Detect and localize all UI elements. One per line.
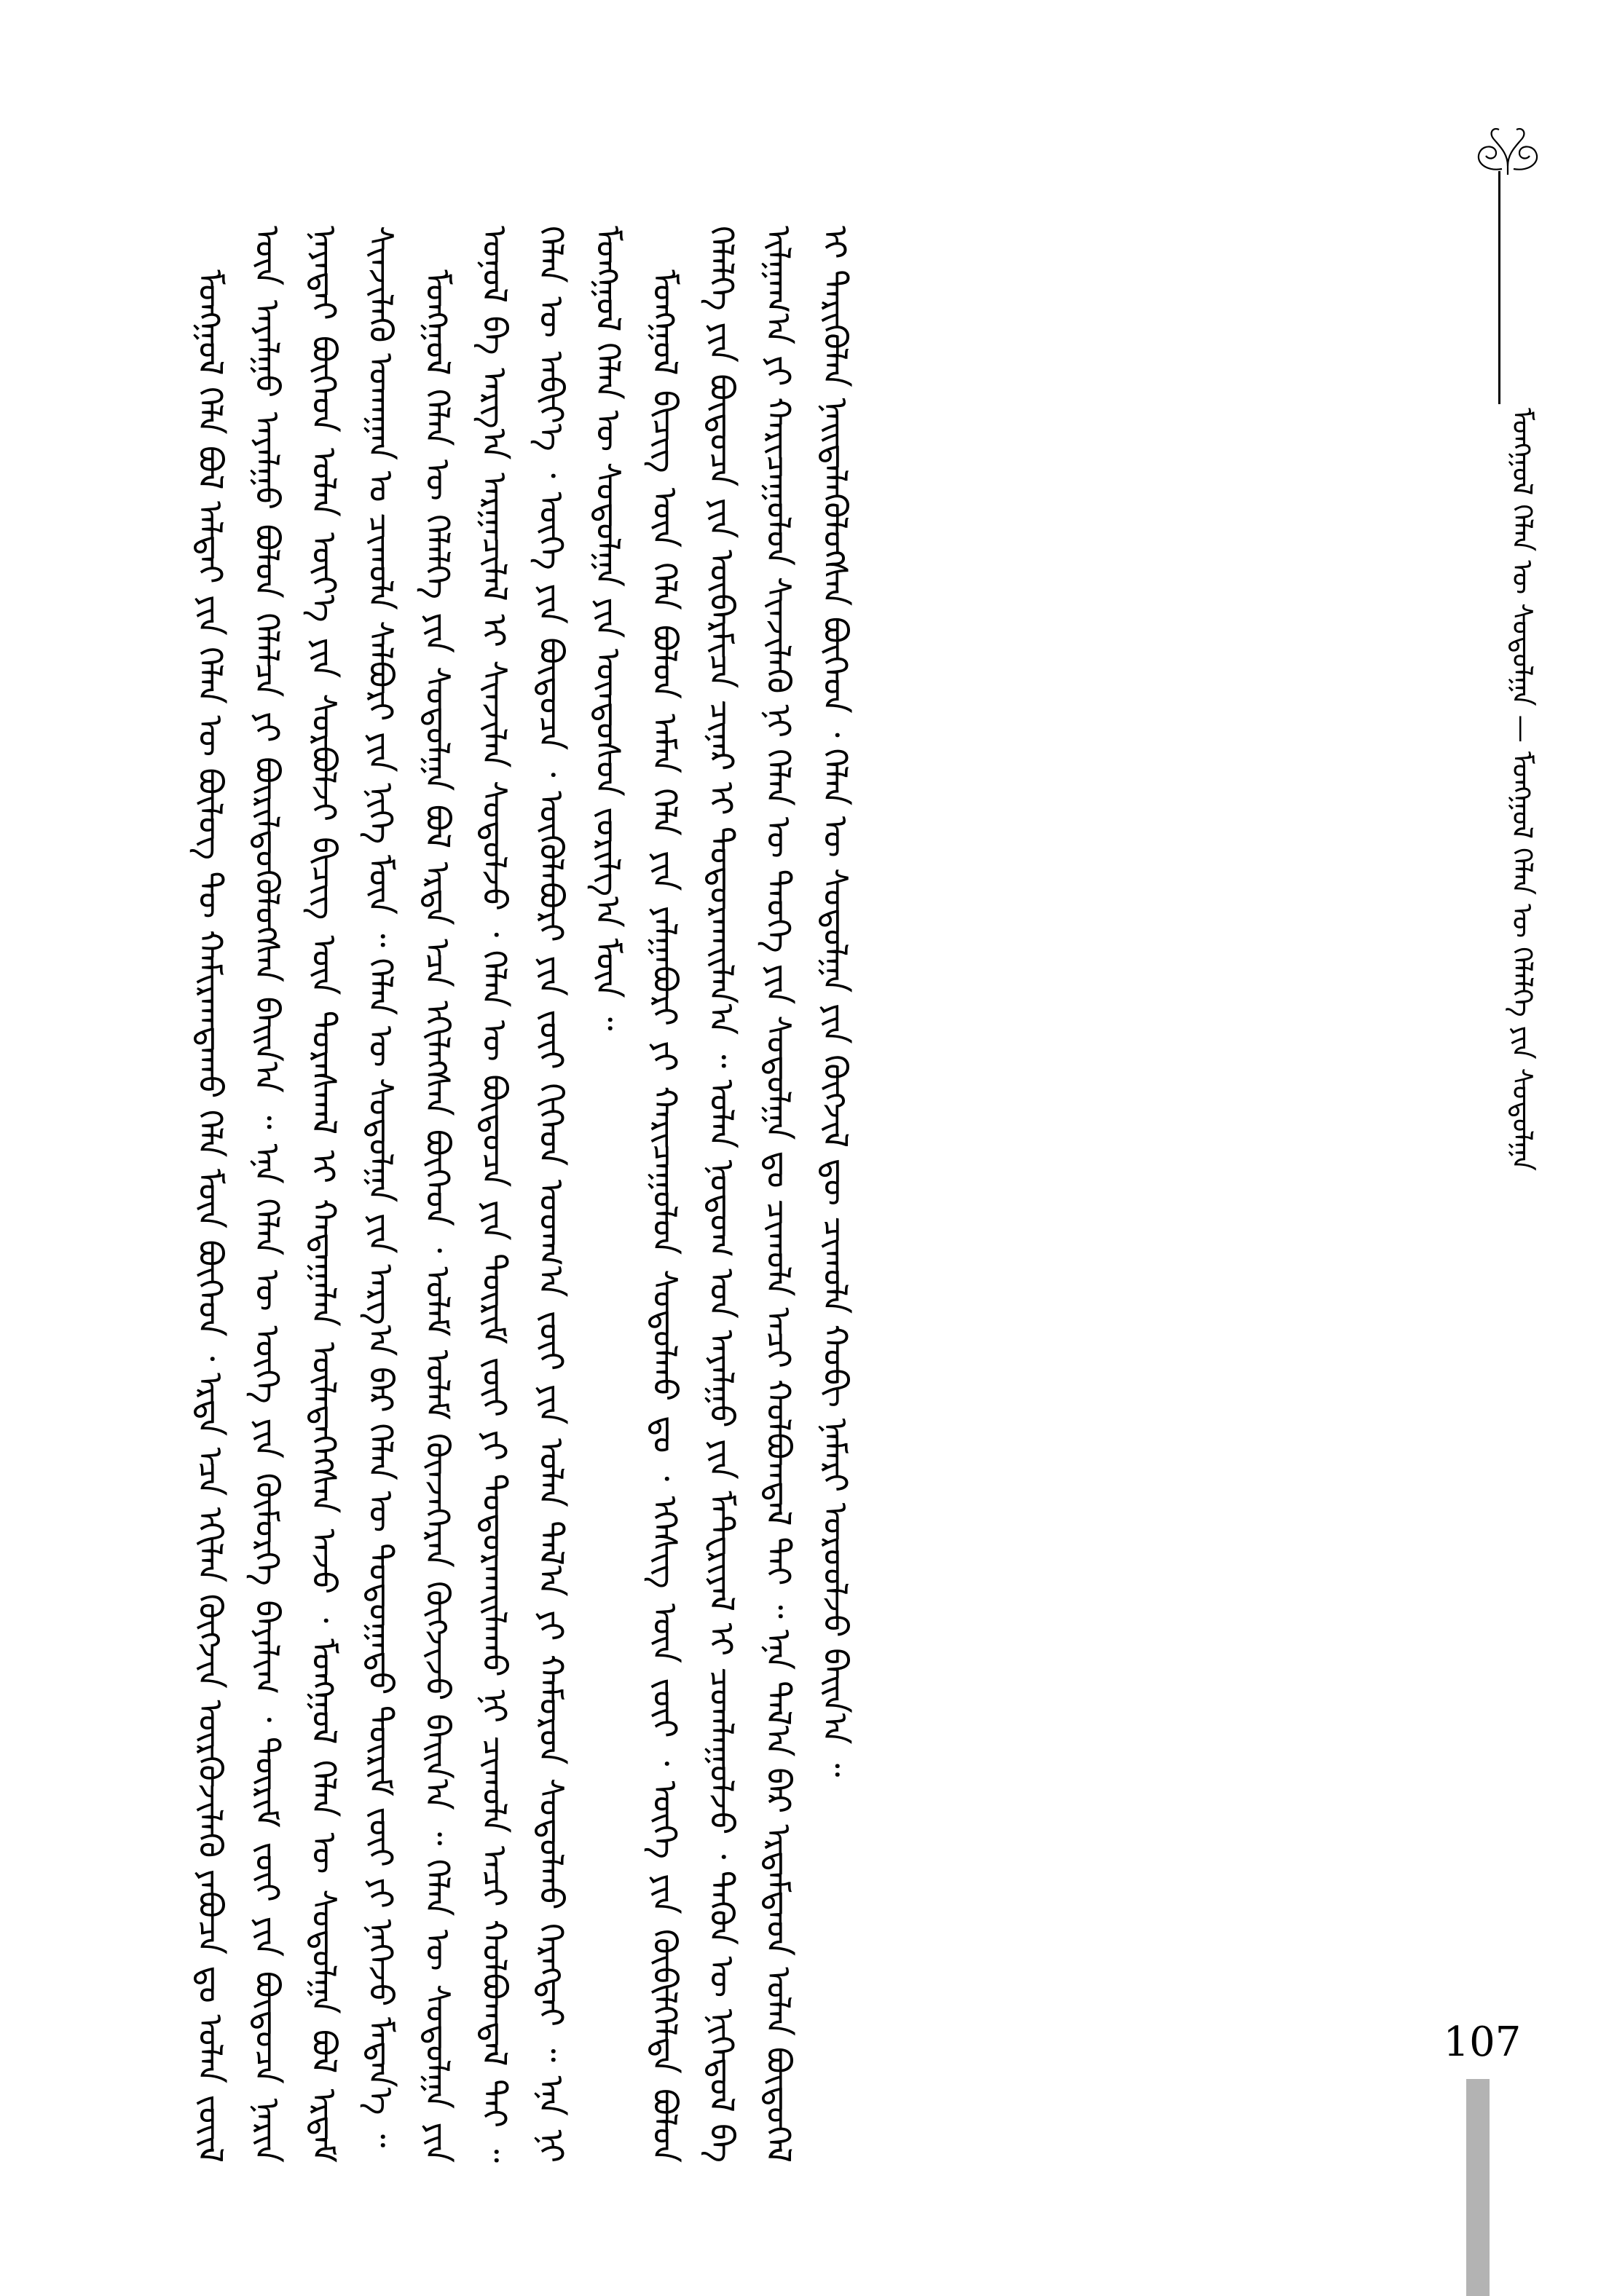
page-number: 107 xyxy=(1443,2019,1522,2066)
paragraph-3: ᠮᠣᠩᠭᠣᠯ ᠪᠢᠴᠢᠭ ᠦᠨ ᠬᠡᠯᠡ ᠪᠣᠯᠤᠨ ᠠᠮᠠᠨ ᠬᠡᠯᠡ ᠶᠢᠨ ᠶᠠᠯᠭᠠᠪᠤᠷᠢ ᠶᠢ ᠬᠠᠷᠢᠴᠠᠭᠤᠯᠤᠨ ᠰᠤᠳᠤᠯᠬᠤ ᠳᠤ ᠂ ᠡᠭᠡᠰᠢᠭ ᠦᠨ ᠵᠦᠢ ᠂ ᠦᠭᠡ ᠶᠢᠨ ᠬᠦᠪᠢᠯᠬᠡᠯᠲᠡ ᠪᠣᠯᠤᠨ ᠬᠡᠯᠡᠯᠭᠡ ᠶᠢᠨ ᠪᠦᠲᠦᠴᠡ ᠶᠢᠨ ᠥᠪᠡᠷᠮᠢᠴᠡ ᠴᠢᠨᠠᠷ ᠢ ᠲᠣᠳᠤᠷᠬᠠᠢᠯᠠᠨ᠎ᠠ ᠃ ᠣᠯᠠᠨ ᠨᠤᠲᠤᠭ ᠤᠨ ᠠᠶᠠᠯᠭᠤ ᠶᠢᠨ ᠮᠠᠲᠧᠷᠢᠶᠠᠯ ᠢ ᠴᠤᠭᠯᠠᠭᠤᠯᠵᠤ ᠂ ᠲᠡᠭᠦᠨ ᠦ ᠨᠢᠭᠡᠳᠦᠯ ᠪᠠ ᠢᠯᠭᠠᠭ᠎ᠠ ᠶᠢ ᠬᠠᠷᠢᠴᠠᠭᠤᠯᠤᠨ ᠰᠢᠨᠵᠢᠯᠡᠬᠦ ᠨᠢ ᠬᠡᠯᠡᠨ ᠦ ᠲᠡᠦᠬᠡ ᠶᠢᠨ ᠰᠤᠳᠤᠯᠭᠠ ᠳᠤ ᠴᠢᠬᠤᠯᠠ ᠠᠴᠢ ᠬᠣᠯᠪᠣᠭᠳᠠᠯ ᠲᠠᠢ ᠃ ᠡᠨᠡ ᠲᠠᠯ᠎ᠠ ᠪᠠᠷ ᠡᠷᠳᠡᠮᠲᠡᠳ ᠣᠯᠠᠨ ᠪᠦᠲᠦᠭᠡᠯ ᠢ ᠲᠡᠷᠢᠭᠦᠯᠡᠨ ᠨᠡᠢᠲᠡᠯᠡᠭᠦᠯᠦᠭᠰᠡᠨ ᠪᠥᠭᠡᠳ ᠂ ᠬᠡᠯᠡᠨ ᠦ ᠰᠤᠳᠤᠯᠭᠠ ᠶᠢᠨ ᠬᠥᠭᠵᠢᠯ ᠳᠦ ᠴᠢᠬᠤᠯᠠ ᠬᠤᠪᠢ ᠨᠡᠮᠡᠷᠢ ᠣᠷᠤᠤᠯᠵᠤ ᠪᠠᠢᠨ᠎ᠠ ᠃ xyxy=(645,226,855,2163)
header-ornament xyxy=(1464,124,1551,175)
paragraph-1: ᠮᠣᠩᠭᠣᠯ ᠬᠡᠯᠡ ᠪᠣᠯ ᠠᠯᠲᠠᠢ ᠶᠢᠨ ᠬᠡᠯᠡᠨ ᠦ ᠪᠦᠯᠦᠭ ᠲᠦ ᠬᠠᠮᠢᠷᠠᠭᠳᠠᠬᠤ ᠬᠡᠯᠡ ᠮᠥᠨ ᠪᠥᠭᠡᠳ ᠂ ᠡᠷᠲᠡ ᠡᠴᠡ ᠡᠬᠢᠯᠡᠨ ᠬᠥᠭᠵᠢᠨ ᠦᠷᠭᠦᠵᠢᠯᠡᠬᠦ ᠶᠠᠪᠤᠴᠠ ᠳᠤ ᠣᠯᠠᠨ ᠵᠦᠢᠯ ᠦᠨ ᠠᠶᠠᠯᠭᠤ ᠠᠶᠠᠯᠭᠤ ᠪᠣᠯᠤᠨ ᠬᠡᠯᠡᠯᠴᠡ ᠶᠢ ᠪᠦᠷᠢᠯᠳᠦᠭᠦᠯᠦᠭᠰᠡᠨ ᠪᠠᠢᠨ᠎ᠠ ᠃ ᠡᠨᠡ ᠬᠡᠯᠡᠨ ᠦ ᠦᠭᠡ ᠶᠢᠨ ᠬᠥᠮᠥᠷᠭᠡ ᠪᠠᠶᠠᠯᠢᠭ ᠂ ᠳᠦᠷᠢᠮ ᠵᠦᠢ ᠶᠢᠨ ᠪᠦᠲᠦᠴᠡ ᠨᠠᠷᠢᠨ ᠨᠠᠶᠠᠳᠠᠢ ᠪᠥᠭᠡᠳ ᠣᠯᠠᠨ ᠦᠶ᠎ᠡ ᠶᠢᠨ ᠰᠤᠷᠪᠤᠯᠵᠢ ᠪᠢᠴᠢᠭ ᠦᠨ ᠳᠤᠷᠠᠰᠬᠠᠯ ᠢ ᠬᠠᠳᠠᠭᠠᠯᠠᠨ ᠦᠯᠡᠳᠡᠭᠡᠭᠰᠡᠨ ᠠᠵᠤ ᠂ ᠮᠣᠩᠭᠣᠯ ᠬᠡᠯᠡᠨ ᠦ ᠰᠤᠳᠤᠯᠭᠠ ᠪᠣᠯ ᠡᠷᠳᠡᠮ ᠰᠢᠨᠵᠢᠯᠡᠬᠦ ᠤᠬᠠᠭᠠᠨ ᠤ ᠴᠢᠬᠤᠯᠠ ᠰᠠᠯᠪᠤᠷᠢ ᠶᠢᠨ ᠨᠢᠭᠡ ᠮᠥᠨ ᠃ ᠬᠡᠯᠡᠨ ᠦ ᠰᠤᠳᠤᠯᠭᠠ ᠶᠢᠨ ᠠᠷᠭ᠎ᠠ ᠪᠠᠷ ᠬᠡᠯᠡᠨ ᠦ ᠳᠣᠲᠣᠭᠠᠳᠤ ᠳᠦᠷᠢᠮ ᠵᠦᠢ ᠶᠢ ᠨᠡᠬᠡᠵᠦ ᠮᠡᠳᠡᠨ᠎ᠡ ᠃ xyxy=(191,226,401,2163)
main-text-block xyxy=(182,226,1391,2163)
page-edge-thumb-bar xyxy=(1466,2079,1490,2296)
header-rule xyxy=(1498,171,1500,404)
paragraph-2: ᠮᠣᠩᠭᠣᠯ ᠬᠡᠯᠡᠨ ᠦ ᠬᠡᠯᠡᠯᠭᠡ ᠶᠢᠨ ᠰᠤᠳᠤᠯᠭᠠ ᠪᠣᠯ ᠡᠷᠲᠡ ᠡᠴᠡ ᠡᠬᠢᠯᠡᠭᠰᠡᠨ ᠪᠥᠭᠡᠳ ᠂ ᠤᠯᠠᠮ ᠤᠯᠠᠮ ᠭᠦᠨᠵᠡᠭᠡᠷᠡᠨ ᠬᠥᠭᠵᠢᠵᠦ ᠪᠠᠢᠨ᠎ᠠ ᠃ ᠬᠡᠯᠡᠨ ᠦ ᠰᠤᠳᠤᠯᠭᠠ ᠶᠢᠨ ᠣᠨᠣᠯ ᠪᠠ ᠠᠷᠭ᠎ᠠ ᠠᠷᠭᠠᠴᠢᠯᠠᠯ ᠢ ᠰᠢᠨᠵᠢᠯᠡᠨ ᠰᠤᠳᠤᠯᠵᠤ ᠂ ᠬᠡᠯᠡᠨ ᠦ ᠪᠦᠲᠦᠴᠡ ᠶᠢᠨ ᠳᠦᠷᠢᠮ ᠵᠦᠢ ᠶᠢ ᠲᠣᠳᠤᠷᠬᠠᠢᠯᠠᠬᠤ ᠨᠢ ᠴᠢᠬᠤᠯᠠ ᠠᠴᠢ ᠬᠣᠯᠪᠣᠭᠳᠠᠯ ᠲᠠᠢ ᠃ ᠬᠡᠯᠡᠨ ᠦ ᠠᠪᠢᠶ᠎ᠡ ᠂ ᠦᠭᠡ ᠶᠢᠨ ᠪᠦᠲᠦᠴᠡ ᠂ ᠦᠭᠦᠯᠡᠪᠦᠷᠢ ᠶᠢᠨ ᠵᠦᠢ ᠬᠢᠭᠡᠳ ᠤᠳᠬ᠎ᠠ ᠵᠦᠢ ᠶᠢᠨ ᠣᠯᠠᠨ ᠲᠠᠯ᠎ᠠ ᠶᠢ ᠬᠠᠮᠤᠷᠤᠨ ᠰᠤᠳᠤᠯᠬᠤ ᠬᠡᠷᠡᠭᠲᠡᠢ ᠃ ᠡᠨᠡ ᠨᠢ ᠮᠣᠩᠭᠣᠯ ᠬᠡᠯᠡᠨ ᠦ ᠰᠤᠳᠤᠯᠭᠠ ᠶᠢᠨ ᠦᠨᠳᠦᠰᠦᠨ ᠵᠣᠷᠢᠯᠭ᠎ᠠ ᠮᠥᠨ ᠃ xyxy=(418,226,628,2163)
running-head: ᠮᠣᠩᠭᠣᠯ ᠬᠡᠯᠡᠨ ᠦ ᠰᠤᠳᠤᠯᠭᠠ — ᠮᠣᠩᠭᠣᠯ ᠬᠡᠯᠡᠨ ᠦ ᠬᠡᠯᠡᠯᠭᠡ ᠶᠢᠨ ᠰᠤᠳᠤᠯᠭᠠ xyxy=(1506,408,1538,1171)
vertical-text-columns xyxy=(182,226,864,2163)
